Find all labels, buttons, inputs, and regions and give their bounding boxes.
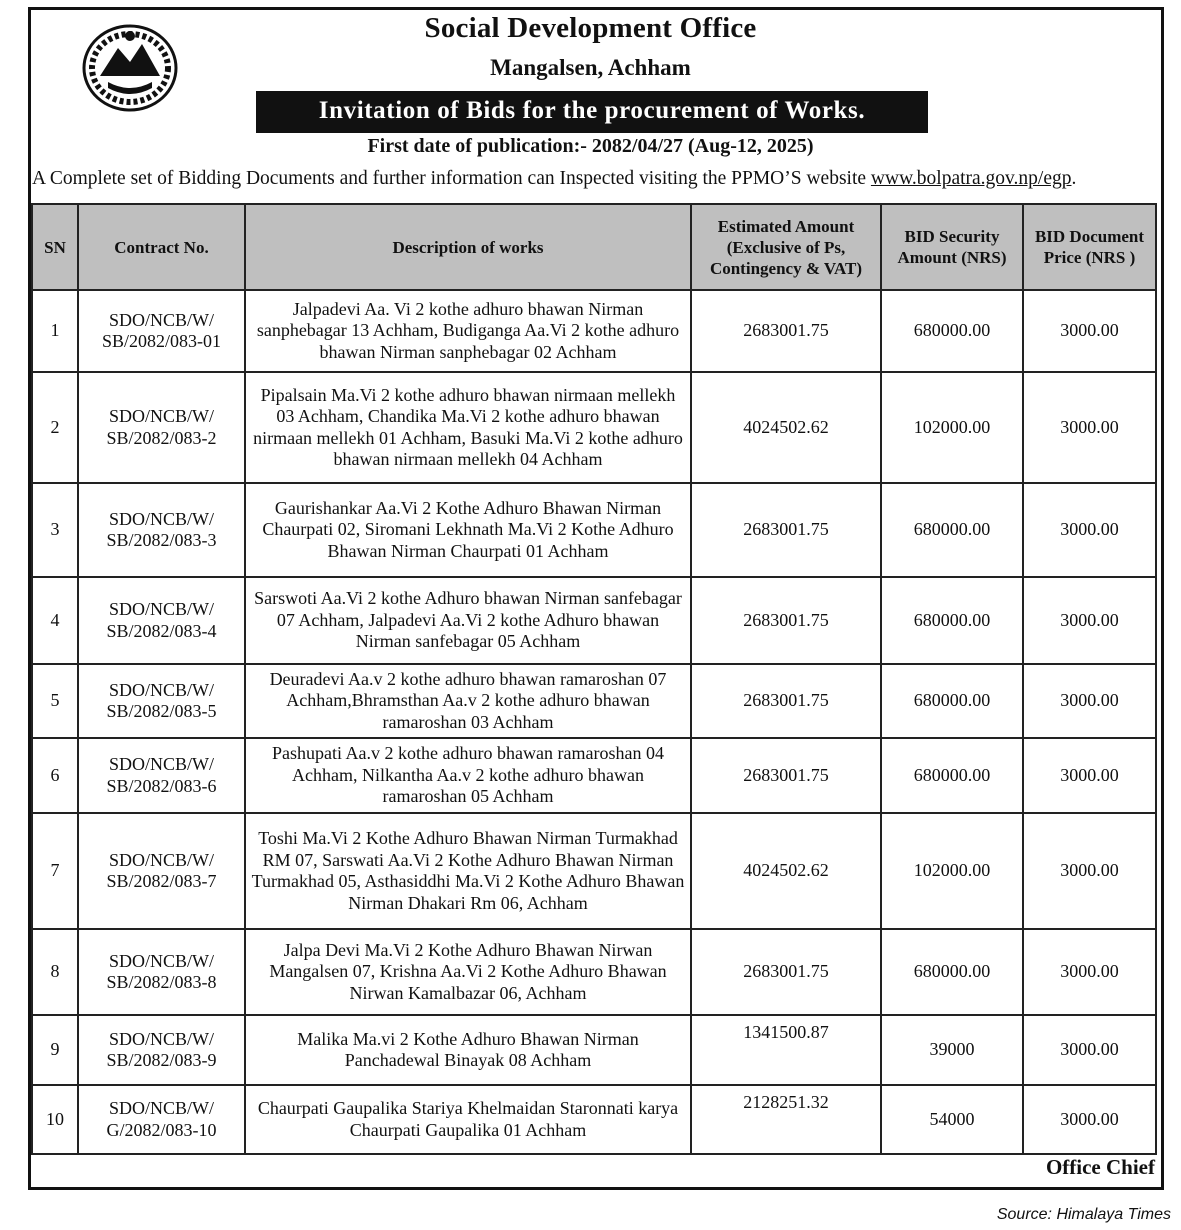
cell-contract: SDO/NCB/W/ SB/2082/083-2 (78, 372, 245, 483)
cell-estimate: 4024502.62 (691, 372, 881, 483)
cell-price: 3000.00 (1023, 664, 1156, 738)
office-title: Social Development Office (424, 12, 757, 44)
cell-security: 102000.00 (881, 813, 1023, 929)
intro-text: A Complete set of Bidding Documents and further information can Inspected visiting the PPMO’S website (32, 168, 871, 189)
bids-table (31, 203, 1157, 1155)
cell-description: Pashupati Aa.v 2 kothe adhuro bhawan ramaroshan 04 Achham, Nilkantha Aa.v 2 kothe adhuro bhawan ramaroshan 05 Achham (245, 738, 691, 813)
intro-paragraph (32, 168, 1157, 190)
cell-contract: SDO/NCB/W/ SB/2082/083-7 (78, 813, 245, 929)
table-row (32, 1015, 1156, 1085)
cell-contract: SDO/NCB/W/ SB/2082/083-5 (78, 664, 245, 738)
cell-estimate: 2683001.75 (691, 738, 881, 813)
cell-description: Toshi Ma.Vi 2 Kothe Adhuro Bhawan Nirman Turmakhad RM 07, Sarswati Aa.Vi 2 Kothe Adhuro Bhawan Nirman Turmakhad 05, Asthasiddhi Ma.Vi 2 Kothe Adhuro Bhawan Nirman Dhakari Rm 06, Achham (245, 813, 691, 929)
col-document-price: BID Document Price (NRS ) (1023, 204, 1156, 290)
table-row (32, 1085, 1156, 1154)
cell-security: 39000 (881, 1015, 1023, 1085)
cell-description: Pipalsain Ma.Vi 2 kothe adhuro bhawan nirmaan mellekh 03 Achham, Chandika Ma.Vi 2 kothe adhuro bhawan nirmaan mellekh 01 Achham, Basuki Ma.Vi 2 kothe adhuro bhawan nirmaan mellekh 04 Achham (245, 372, 691, 483)
cell-contract: SDO/NCB/W/ SB/2082/083-01 (78, 290, 245, 372)
cell-contract: SDO/NCB/W/ G/2082/083-10 (78, 1085, 245, 1154)
cell-description: Jalpa Devi Ma.Vi 2 Kothe Adhuro Bhawan Nirwan Mangalsen 07, Krishna Aa.Vi 2 Kothe Adhuro Bhawan Nirwan Kamalbazar 06, Achham (245, 929, 691, 1015)
table-row (32, 290, 1156, 372)
cell-price: 3000.00 (1023, 483, 1156, 577)
cell-price: 3000.00 (1023, 290, 1156, 372)
col-bid-security: BID Security Amount (NRS) (881, 204, 1023, 290)
cell-price: 3000.00 (1023, 1015, 1156, 1085)
cell-security: 54000 (881, 1085, 1023, 1154)
cell-estimate: 2128251.32 (691, 1085, 881, 1154)
cell-estimate: 2683001.75 (691, 929, 881, 1015)
cell-sn: 9 (32, 1015, 78, 1085)
cell-estimate: 2683001.75 (691, 664, 881, 738)
cell-description: Gaurishankar Aa.Vi 2 Kothe Adhuro Bhawan Nirman Chaurpati 02, Siromani Lekhnath Ma.Vi 2 Kothe Adhuro Bhawan Nirman Chaurpati 01 Achham (245, 483, 691, 577)
cell-price: 3000.00 (1023, 1085, 1156, 1154)
cell-security: 680000.00 (881, 483, 1023, 577)
cell-contract: SDO/NCB/W/ SB/2082/083-9 (78, 1015, 245, 1085)
cell-contract: SDO/NCB/W/ SB/2082/083-4 (78, 577, 245, 664)
table-header-row (32, 204, 1156, 290)
col-contract-no: Contract No. (78, 204, 245, 290)
cell-estimate: 2683001.75 (691, 290, 881, 372)
cell-sn: 10 (32, 1085, 78, 1154)
cell-description: Jalpadevi Aa. Vi 2 kothe adhuro bhawan Nirman sanphebagar 13 Achham, Budiganga Aa.Vi 2 kothe adhuro bhawan Nirman sanphebagar 02 Achham (245, 290, 691, 372)
cell-sn: 1 (32, 290, 78, 372)
cell-description: Chaurpati Gaupalika Stariya Khelmaidan Staronnati karya Chaurpati Gaupalika 01 Achham (245, 1085, 691, 1154)
cell-description: Deuradevi Aa.v 2 kothe adhuro bhawan ramaroshan 07 Achham,Bhramsthan Aa.v 2 kothe adhuro bhawan ramaroshan 03 Achham (245, 664, 691, 738)
cell-contract: SDO/NCB/W/ SB/2082/083-6 (78, 738, 245, 813)
cell-price: 3000.00 (1023, 813, 1156, 929)
cell-contract: SDO/NCB/W/ SB/2082/083-3 (78, 483, 245, 577)
table-row (32, 929, 1156, 1015)
table-row (32, 813, 1156, 929)
cell-price: 3000.00 (1023, 577, 1156, 664)
table-row (32, 664, 1156, 738)
source-credit: Source: Himalaya Times (996, 1206, 1171, 1223)
cell-security: 680000.00 (881, 577, 1023, 664)
cell-security: 680000.00 (881, 929, 1023, 1015)
cell-security: 680000.00 (881, 290, 1023, 372)
cell-estimate: 1341500.87 (691, 1015, 881, 1085)
cell-price: 3000.00 (1023, 372, 1156, 483)
office-chief-signature: Office Chief (1045, 1155, 1155, 1179)
cell-price: 3000.00 (1023, 929, 1156, 1015)
cell-description: Malika Ma.vi 2 Kothe Adhuro Bhawan Nirman Panchadewal Binayak 08 Achham (245, 1015, 691, 1085)
office-location: Mangalsen, Achham (490, 55, 691, 80)
cell-price: 3000.00 (1023, 738, 1156, 813)
table-row (32, 483, 1156, 577)
cell-estimate: 2683001.75 (691, 483, 881, 577)
cell-contract: SDO/NCB/W/ SB/2082/083-8 (78, 929, 245, 1015)
table-row (32, 738, 1156, 813)
cell-security: 102000.00 (881, 372, 1023, 483)
cell-security: 680000.00 (881, 664, 1023, 738)
cell-estimate: 2683001.75 (691, 577, 881, 664)
cell-description: Sarswoti Aa.Vi 2 kothe Adhuro bhawan Nirman sanfebagar 07 Achham, Jalpadevi Aa.Vi 2 kothe Adhuro bhawan Nirman sanfebagar 05 Achham (245, 577, 691, 664)
cell-sn: 5 (32, 664, 78, 738)
col-description: Description of works (245, 204, 691, 290)
invitation-banner: Invitation of Bids for the procurement of Works. (256, 91, 928, 133)
cell-sn: 3 (32, 483, 78, 577)
col-estimated-amount: Estimated Amount (Exclusive of Ps, Contingency & VAT) (691, 204, 881, 290)
cell-sn: 6 (32, 738, 78, 813)
cell-sn: 8 (32, 929, 78, 1015)
table-row (32, 372, 1156, 483)
publication-date: First date of publication:- 2082/04/27 (Aug-12, 2025) (367, 135, 814, 157)
col-sn: SN (32, 204, 78, 290)
intro-end: . (1071, 168, 1077, 189)
ppmo-website-link[interactable]: www.bolpatra.gov.np/egp (870, 168, 1072, 189)
table-row (32, 577, 1156, 664)
cell-sn: 7 (32, 813, 78, 929)
cell-sn: 4 (32, 577, 78, 664)
cell-sn: 2 (32, 372, 78, 483)
cell-estimate: 4024502.62 (691, 813, 881, 929)
cell-security: 680000.00 (881, 738, 1023, 813)
